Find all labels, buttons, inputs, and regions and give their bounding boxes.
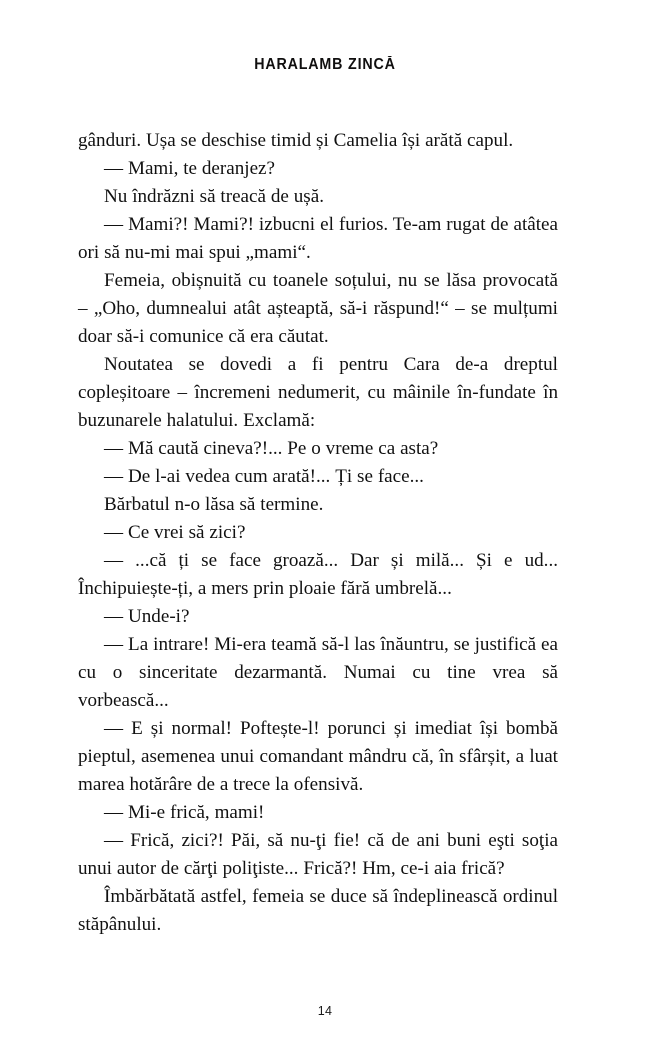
paragraph: — Mami, te deranjez? [104,158,276,179]
paragraph: — Frică, zici?! Păi, să nu-ţi fie! că de ani buni eşti soţia unui autor de cărţi poliţiste... Frică?! Hm, ce-i aia frică? [78,830,558,879]
paragraph: — Mă caută cineva?!... Pe o vreme ca asta? [104,438,439,459]
body-text-block [78,127,558,939]
paragraph: — La intrare! Mi-era teamă să-l las înăuntru, se justifică ea cu o sinceritate dezarmantă. Numai cu tine vrea să vorbească... [78,634,558,711]
paragraph: — Unde-i? [104,606,190,627]
paragraph: — Ce vrei să zici? [104,522,246,543]
page-number: 14 [317,1004,333,1018]
paragraph: — Mami?! Mami?! izbucni el furios. Te-am rugat de atâtea ori să nu-mi mai spui „mami“. [78,214,558,263]
paragraph: — De l-ai vedea cum arată!... Ți se face... [104,466,424,487]
paragraph: — ...că ți se face groază... Dar și milă... Și e ud... Închipuiește-ți, a mers prin ploaie fără umbrelă... [78,550,558,599]
paragraph: Nu îndrăzni să treacă de ușă. [104,186,324,207]
paragraph: — Mi-e frică, mami! [104,802,265,823]
paragraph: Bărbatul n-o lăsa să termine. [104,494,324,515]
paragraph: Îmbărbătată astfel, femeia se duce să îndeplinească ordinul stăpânului. [78,886,558,935]
paragraph: Femeia, obișnuită cu toanele soțului, nu se lăsa provocată – „Oho, dumnealui atât așteaptă, să-i răspund!“ – se mulțumi doar să-i comunice că era căutat. [78,270,558,347]
paragraph: gânduri. Ușa se deschise timid și Camelia își arătă capul. [78,130,514,151]
paragraph: — E și normal! Poftește-l! porunci și imediat își bombă pieptul, asemenea unui comandant mândru că, în sfârșit, a luat marea hotărâre de a trece la ofensivă. [78,718,558,795]
paragraph: Noutatea se dovedi a fi pentru Cara de-a dreptul copleșitoare – încremeni nedumerit, cu mâinile în-fundate în buzunarele halatului. Exclamă: [78,354,558,431]
running-head: HARALAMB ZINCĂ [254,56,396,73]
